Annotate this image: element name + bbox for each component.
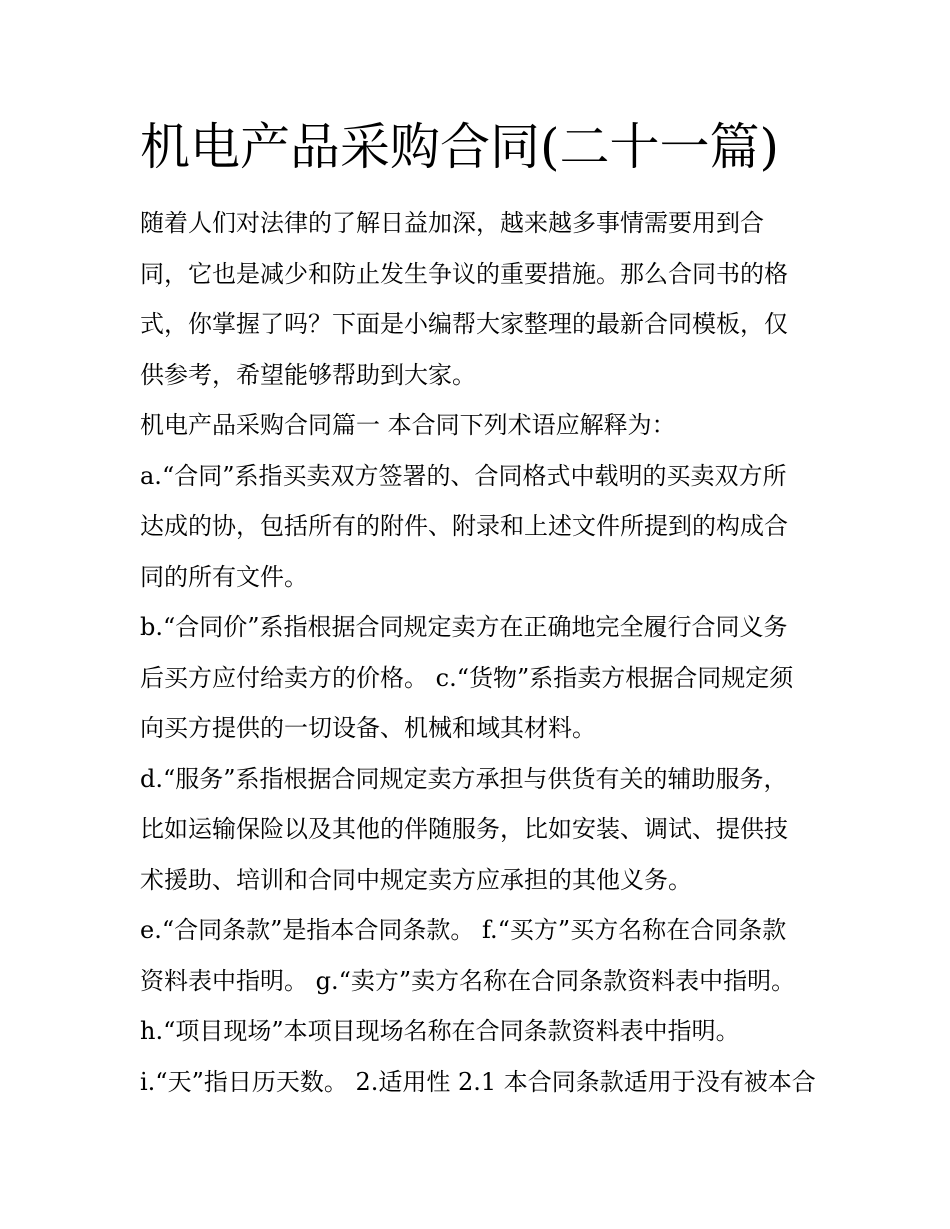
text-line: d.“服务”系指根据合同规定卖方承担与供货有关的辅助服务， <box>140 764 788 793</box>
text-line: 向买方提供的一切设备、机械和域其材料。 <box>140 714 596 742</box>
text-line: e.“合同条款”是指本合同条款。 f.“买方”买方名称在合同条款 <box>140 916 787 944</box>
text-line: 同的所有文件。 <box>140 562 308 591</box>
text-line: h.“项目现场”本项目现场名称在合同条款资料表中指明。 <box>140 1017 740 1045</box>
text-line: 同，它也是减少和防止发生争议的重要措施。那么合同书的格 <box>140 259 788 288</box>
text-line: 达成的协，包括所有的附件、附录和上述文件所提到的构成合 <box>140 512 788 540</box>
text-line: 随着人们对法律的了解日益加深，越来越多事情需要用到合 <box>140 209 764 237</box>
text-line: 机电产品采购合同篇一 本合同下列术语应解释为： <box>140 411 676 439</box>
text-line: 资料表中指明。 g.“卖方”卖方名称在合同条款资料表中指明。 <box>140 966 796 995</box>
text-line: 式，你掌握了吗？下面是小编帮大家整理的最新合同模板，仅 <box>140 310 788 338</box>
text-line: b.“合同价”系指根据合同规定卖方在正确地完全履行合同义务 <box>140 613 788 641</box>
text-line: i.“天”指日历天数。 2.适用性 2.1 本合同条款适用于没有被本合 <box>140 1067 816 1096</box>
text-line: 比如运输保险以及其他的伴随服务，比如安装、调试、提供技 <box>140 815 788 843</box>
text-line: 供参考，希望能够帮助到大家。 <box>140 360 476 389</box>
document-body <box>140 198 820 1107</box>
document-title: 机电产品采购合同(二十一篇) <box>140 118 780 176</box>
text-line: 后买方应付给卖方的价格。 c.“货物”系指卖方根据合同规定须 <box>140 663 794 692</box>
text-line: 术援助、培训和合同中规定卖方应承担的其他义务。 <box>140 865 692 894</box>
text-line: a.“合同”系指买卖双方签署的、合同格式中载明的买卖双方所 <box>140 461 787 490</box>
